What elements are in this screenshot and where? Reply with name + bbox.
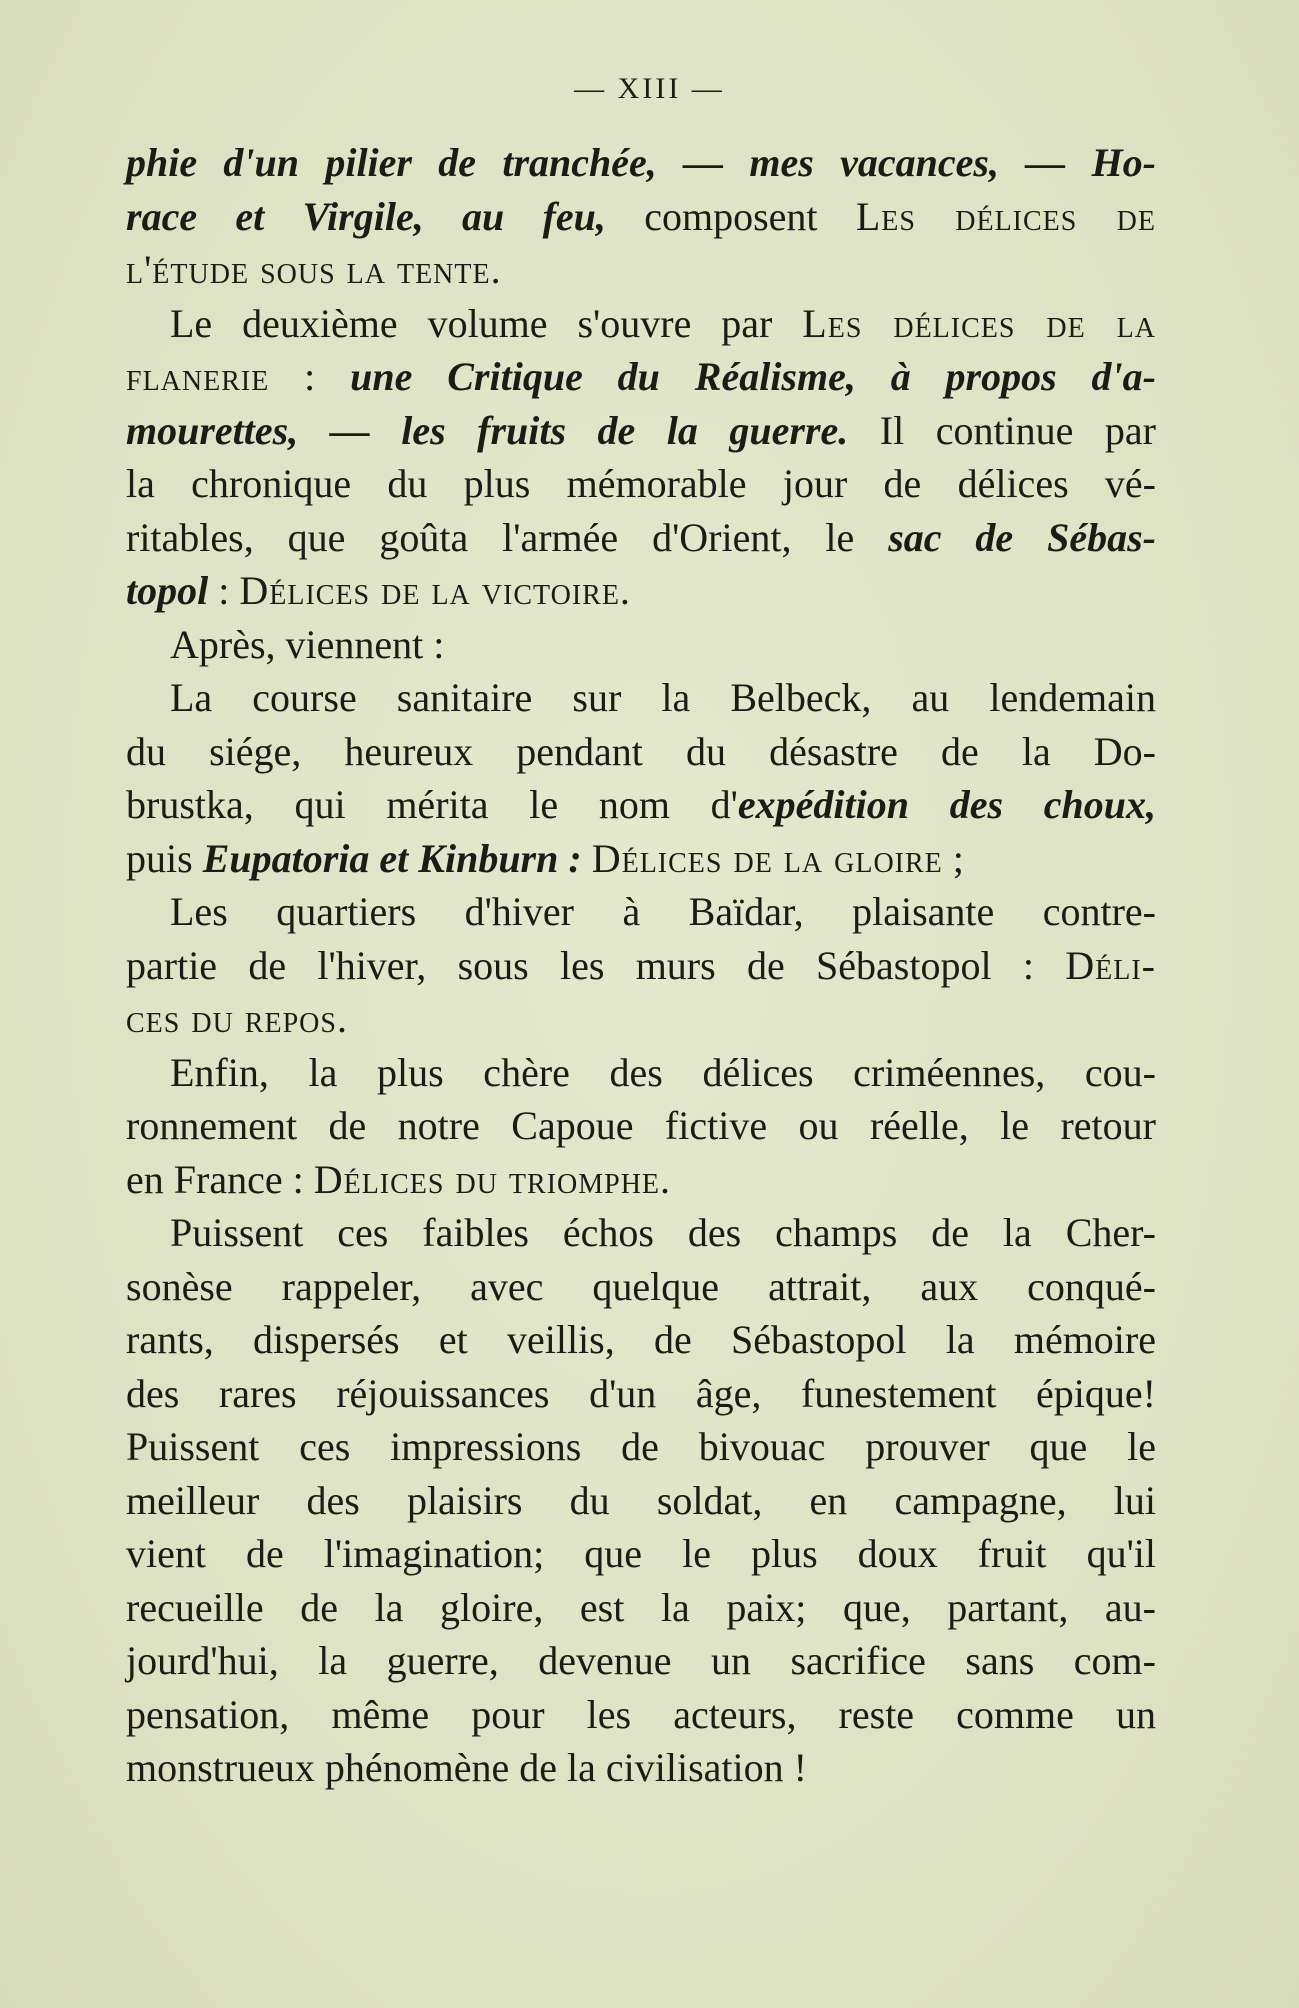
text-segment: composent (605, 193, 856, 239)
text-line (126, 725, 1156, 779)
text-segment: Délices de la victoire. (239, 568, 631, 613)
text-segment: rants, dispersés et veillis, de Sébastopol la mémoire (126, 1317, 1156, 1362)
text-segment: vient de l'imagination; que le plus doux fruit qu'il (126, 1531, 1156, 1576)
text-segment: en France : (126, 1156, 314, 1202)
text-segment: Délices du triomphe. (313, 1156, 672, 1202)
text-segment: meilleur des plaisirs du soldat, en campagne, lui (126, 1477, 1156, 1523)
text-segment: Puissent ces impressions de bivouac prouver que le (126, 1424, 1156, 1469)
text-line (126, 1046, 1156, 1100)
text-segment: ; (942, 835, 964, 881)
text-segment: monstrueux phénomène de la civilisation ! (126, 1745, 807, 1790)
text-segment: partie de l'hiver, sous les murs de Sébastopol : (126, 942, 1066, 988)
text-segment: ces du repos. (126, 996, 348, 1041)
text-segment: phie d'un pilier de tranchée, — mes vacances, — Ho- (126, 140, 1156, 185)
text-segment: Les délices de (855, 193, 1156, 239)
text-segment: du siége, heureux pendant du désastre de la Do- (126, 728, 1156, 774)
text-line (126, 778, 1156, 832)
text-segment: sac de Sébas- (888, 514, 1156, 560)
text-segment: expédition des choux, (737, 782, 1156, 827)
text-segment: Déli- (1065, 942, 1156, 988)
text-line (126, 1688, 1156, 1742)
text-segment: Il continue par (848, 407, 1156, 453)
text-segment: mourettes, — les fruits de la guerre. (126, 407, 849, 453)
text-segment (582, 836, 592, 881)
text-line (126, 457, 1156, 511)
text-segment: topol (126, 568, 209, 613)
text-line (126, 1260, 1156, 1314)
text-segment: Après, viennent : (170, 621, 445, 667)
page-number-header: — XIII — (574, 72, 725, 105)
text-segment: sonèse rappeler, avec quelque attrait, aux conqué- (126, 1263, 1156, 1309)
text-segment: : (208, 568, 240, 613)
text-line (126, 992, 1156, 1046)
text-segment: : (269, 354, 351, 399)
text-segment: La course sanitaire sur la Belbeck, au lendemain (170, 675, 1156, 720)
text-segment: une Critique du Réalisme, à propos d'a- (350, 354, 1156, 399)
text-segment: des rares réjouissances d'un âge, funestement épique! (126, 1370, 1156, 1416)
text-line (126, 190, 1156, 244)
text-line (126, 1527, 1156, 1581)
text-line (126, 511, 1156, 565)
text-line (126, 1367, 1156, 1421)
text-segment: brustka, qui mérita le nom d' (126, 782, 738, 827)
text-segment: Le deuxième volume s'ouvre par (170, 300, 803, 346)
text-line (126, 1313, 1156, 1367)
text-line (126, 1581, 1156, 1635)
text-line (126, 1420, 1156, 1474)
text-segment: l'étude sous la tente. (126, 247, 502, 292)
text-segment: Eupatoria et Kinburn : (202, 835, 582, 881)
text-segment: ritables, que goûta l'armée d'Orient, le (126, 514, 889, 560)
text-line (126, 297, 1156, 351)
text-line (126, 136, 1156, 190)
text-line (126, 1634, 1156, 1688)
text-segment: Enfin, la plus chère des délices criméennes, cou- (170, 1049, 1156, 1095)
text-segment: la chronique du plus mémorable jour de délices vé- (126, 461, 1156, 506)
text-line (126, 350, 1156, 404)
text-segment: ronnement de notre Capoue fictive ou réelle, le retour (126, 1103, 1156, 1148)
text-line (126, 1153, 1156, 1207)
text-line (126, 1206, 1156, 1260)
text-segment: Puissent ces faibles échos des champs de la Cher- (170, 1210, 1156, 1255)
text-line (126, 1474, 1156, 1528)
text-line (126, 885, 1156, 939)
text-segment: Les délices de la (802, 300, 1156, 346)
text-segment: race et Virgile, au feu, (126, 193, 606, 239)
text-line (126, 1741, 1156, 1795)
text-segment: recueille de la gloire, est la paix; que, partant, au- (126, 1584, 1156, 1630)
text-line (126, 564, 1156, 618)
text-line (126, 1099, 1156, 1153)
text-segment: jourd'hui, la guerre, devenue un sacrifice sans com- (126, 1638, 1156, 1683)
text-line (126, 832, 1156, 886)
text-segment: puis (126, 835, 203, 881)
text-segment: flanerie (126, 354, 270, 399)
text-line (126, 671, 1156, 725)
text-line (126, 618, 1156, 672)
text-line (126, 939, 1156, 993)
text-segment: Délices de la gloire (591, 835, 943, 881)
text-line (126, 243, 1156, 297)
text-segment: pensation, même pour les acteurs, reste comme un (126, 1691, 1156, 1737)
body-text (126, 136, 1156, 1795)
text-line (126, 404, 1156, 458)
text-segment: Les quartiers d'hiver à Baïdar, plaisante contre- (170, 889, 1156, 934)
